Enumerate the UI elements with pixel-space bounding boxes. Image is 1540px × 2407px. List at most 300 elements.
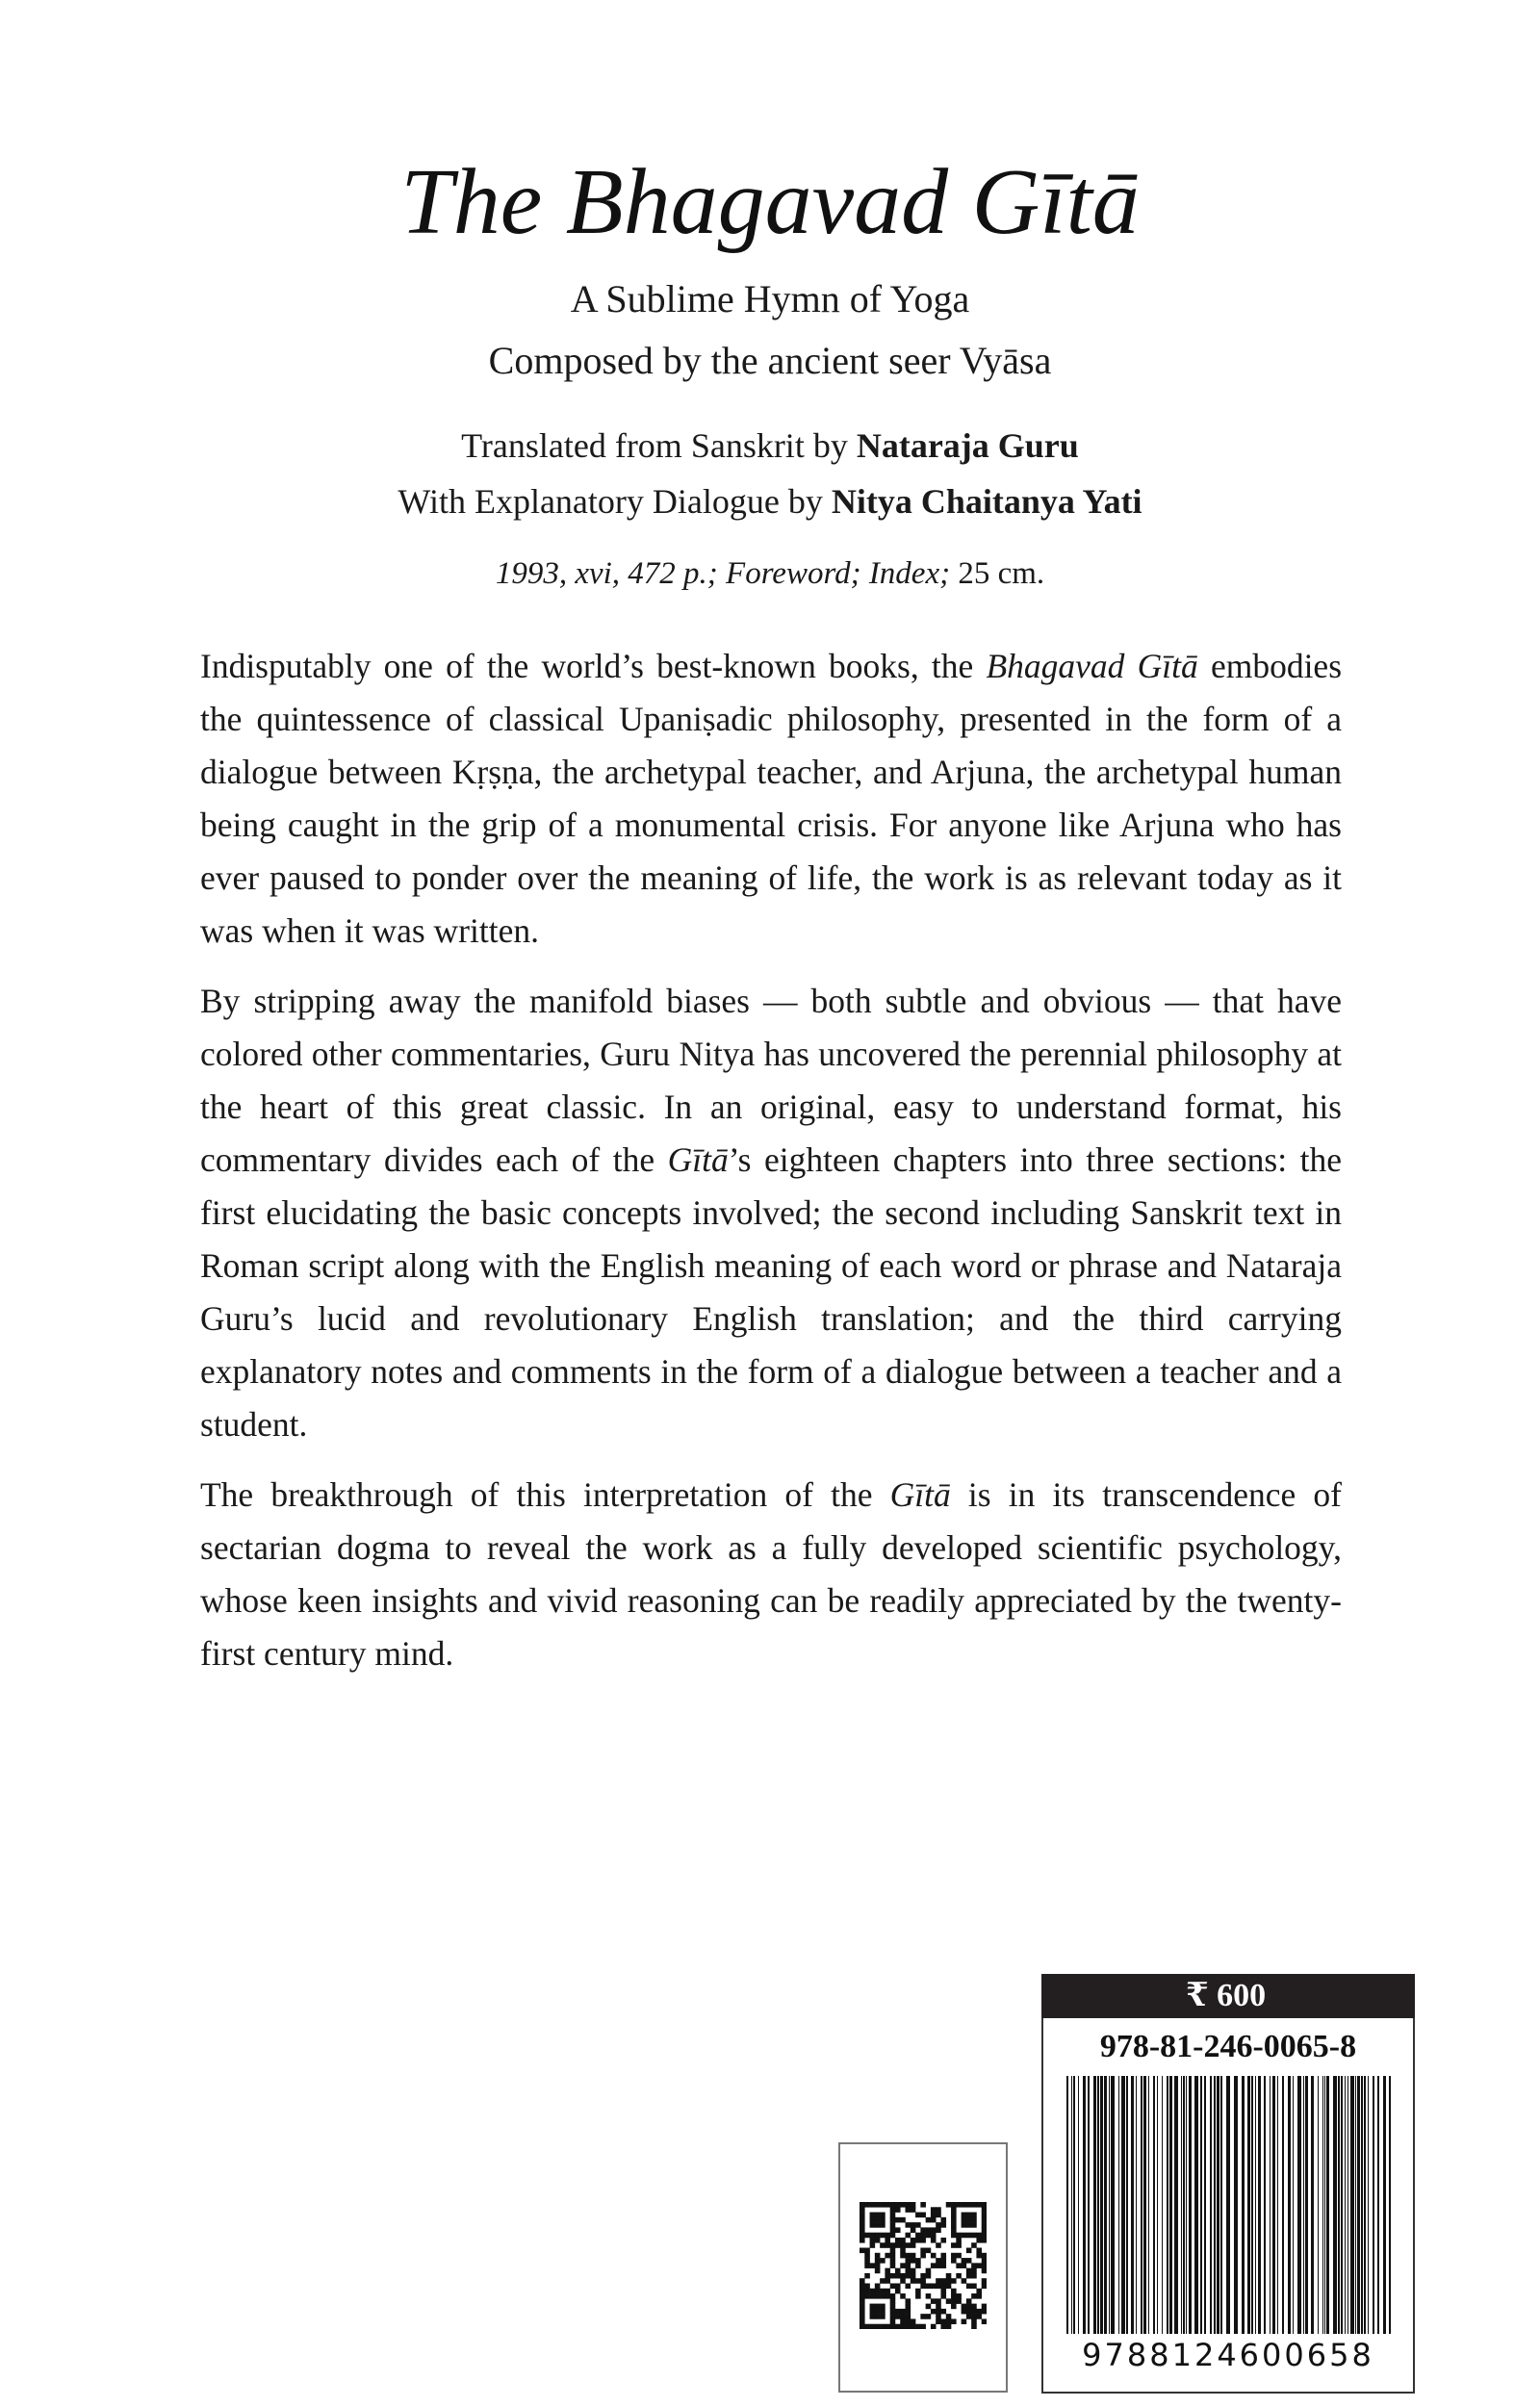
qr-module <box>951 2289 957 2294</box>
qr-module <box>946 2202 952 2208</box>
barcode-bar <box>1217 2076 1219 2334</box>
subtitle-line-2: Composed by the ancient seer Vyāsa <box>488 339 1052 382</box>
barcode-bar <box>1247 2076 1250 2334</box>
qr-module <box>885 2324 890 2329</box>
qr-module <box>885 2242 890 2248</box>
qr-module <box>895 2314 901 2319</box>
qr-module <box>951 2233 957 2239</box>
qr-module <box>936 2207 941 2213</box>
barcode-bar <box>1277 2076 1278 2334</box>
barcode-bar <box>1322 2076 1323 2334</box>
barcode-bar <box>1066 2076 1068 2334</box>
qr-module <box>976 2263 982 2268</box>
publication-size: 25 cm. <box>958 556 1045 591</box>
qr-module <box>982 2304 987 2310</box>
qr-module <box>966 2304 972 2310</box>
qr-module <box>926 2248 932 2254</box>
qr-module <box>936 2298 941 2304</box>
barcode-bar <box>1200 2076 1202 2334</box>
qr-module <box>911 2278 916 2284</box>
qr-module <box>966 2268 972 2274</box>
qr-module <box>864 2258 870 2264</box>
barcode-bar <box>1220 2076 1222 2334</box>
qr-module <box>956 2253 962 2259</box>
barcode-bar <box>1104 2076 1107 2334</box>
barcode-bar <box>1181 2076 1182 2334</box>
qr-module <box>880 2202 886 2208</box>
qr-module <box>900 2273 906 2279</box>
barcode-bar <box>1361 2076 1363 2334</box>
qr-module <box>875 2314 881 2319</box>
qr-module <box>895 2273 901 2279</box>
qr-module <box>940 2318 946 2324</box>
qr-module <box>890 2263 896 2268</box>
qr-module <box>926 2217 932 2223</box>
qr-module <box>951 2304 957 2310</box>
qr-module <box>860 2278 865 2284</box>
barcode-bar <box>1100 2076 1103 2334</box>
qr-module <box>895 2202 901 2208</box>
qr-module <box>920 2233 926 2239</box>
qr-module <box>982 2227 987 2233</box>
qr-module <box>890 2202 896 2208</box>
qr-module <box>976 2238 982 2243</box>
qr-module <box>890 2233 896 2239</box>
qr-module <box>890 2207 896 2213</box>
qr-module <box>870 2309 876 2315</box>
barcode-bar <box>1338 2076 1340 2334</box>
qr-module <box>931 2283 937 2289</box>
qr-module <box>880 2258 886 2264</box>
qr-module <box>976 2248 982 2254</box>
qr-module <box>971 2268 977 2274</box>
qr-module <box>915 2289 921 2294</box>
qr-module <box>971 2318 977 2324</box>
qr-module <box>885 2293 890 2299</box>
p3-italic: Gītā <box>889 1475 951 1514</box>
qr-module <box>875 2222 881 2228</box>
qr-module <box>936 2213 941 2218</box>
qr-module <box>956 2202 962 2208</box>
qr-module <box>900 2314 906 2319</box>
barcode-bar <box>1234 2076 1238 2334</box>
barcode-bar <box>1333 2076 1337 2334</box>
qr-module <box>875 2253 881 2259</box>
barcode-bar <box>1118 2076 1119 2334</box>
qr-module <box>880 2233 886 2239</box>
qr-module <box>982 2278 987 2284</box>
qr-module <box>926 2314 932 2319</box>
barcode-bar <box>1297 2076 1301 2334</box>
qr-module <box>962 2318 967 2324</box>
qr-module <box>870 2202 876 2208</box>
qr-module <box>982 2222 987 2228</box>
qr-module <box>915 2324 921 2329</box>
qr-module <box>982 2258 987 2264</box>
barcode-bar <box>1186 2076 1187 2334</box>
qr-module <box>982 2283 987 2289</box>
p2-text-b: ’s eighteen chapters into three sections: the first elucidating the basic concepts involved; the second including Sanskrit text in Roman script along with the English meaning of each word or phrase and Nataraja Guru’s lucid and revolutionary English translation; and the third carrying explanatory notes and comments in the form of a dialogue between a teacher and a student. <box>200 1140 1342 1444</box>
qr-module <box>860 2227 865 2233</box>
qr-module <box>915 2238 921 2243</box>
qr-module <box>860 2233 865 2239</box>
barcode-bar <box>1272 2076 1275 2334</box>
qr-module <box>982 2238 987 2243</box>
qr-module <box>931 2238 937 2243</box>
qr-module <box>890 2309 896 2315</box>
qr-module <box>911 2202 916 2208</box>
qr-module <box>976 2233 982 2239</box>
qr-module <box>946 2283 952 2289</box>
qr-module <box>915 2263 921 2268</box>
qr-module <box>962 2258 967 2264</box>
qr-module <box>864 2248 870 2254</box>
barcode-bar <box>1126 2076 1128 2334</box>
qr-module <box>906 2298 911 2304</box>
barcode-bar <box>1324 2076 1325 2334</box>
commentator-name: Nitya Chaitanya Yati <box>831 482 1142 521</box>
qr-module <box>971 2293 977 2299</box>
qr-module <box>926 2233 932 2239</box>
qr-module <box>880 2213 886 2218</box>
qr-module <box>880 2242 886 2248</box>
barcode-bar <box>1251 2076 1253 2334</box>
qr-module <box>936 2283 941 2289</box>
qr-module <box>900 2248 906 2254</box>
publication-details <box>0 551 1540 597</box>
qr-module <box>864 2283 870 2289</box>
qr-module <box>860 2304 865 2310</box>
qr-module <box>962 2278 967 2284</box>
qr-module <box>915 2278 921 2284</box>
qr-module <box>971 2263 977 2268</box>
qr-module <box>890 2293 896 2299</box>
barcode-bar <box>1288 2076 1291 2334</box>
qr-module <box>982 2263 987 2268</box>
qr-module <box>951 2222 957 2228</box>
qr-module <box>915 2222 921 2228</box>
qr-module <box>860 2289 865 2294</box>
qr-module <box>870 2293 876 2299</box>
p2-italic: Gītā <box>667 1140 729 1179</box>
barcode-bar <box>1097 2076 1099 2334</box>
barcode-bar <box>1318 2076 1319 2334</box>
qr-module <box>920 2278 926 2284</box>
qr-module <box>880 2304 886 2310</box>
qr-module <box>940 2217 946 2223</box>
qr-module <box>931 2253 937 2259</box>
qr-module <box>982 2309 987 2315</box>
qr-module <box>875 2202 881 2208</box>
barcode-bar <box>1264 2076 1266 2334</box>
qr-module <box>976 2314 982 2319</box>
barcode-bar <box>1131 2076 1134 2334</box>
qr-module <box>940 2222 946 2228</box>
qr-module <box>890 2217 896 2223</box>
qr-module <box>900 2253 906 2259</box>
qr-module <box>870 2324 876 2329</box>
barcode-bar <box>1148 2076 1149 2334</box>
barcode-bar <box>1093 2076 1096 2334</box>
qr-module <box>890 2222 896 2228</box>
qr-module <box>940 2258 946 2264</box>
qr-module <box>864 2253 870 2259</box>
barcode-bar <box>1341 2076 1343 2334</box>
barcode-bar <box>1169 2076 1172 2334</box>
qr-module <box>885 2289 890 2294</box>
qr-module <box>951 2242 957 2248</box>
qr-module <box>900 2263 906 2268</box>
qr-module <box>971 2213 977 2218</box>
qr-module <box>971 2309 977 2315</box>
qr-module <box>940 2293 946 2299</box>
qr-module <box>946 2318 952 2324</box>
qr-module <box>900 2217 906 2223</box>
qr-module <box>875 2213 881 2218</box>
qr-module <box>936 2222 941 2228</box>
qr-module <box>920 2213 926 2218</box>
qr-module <box>890 2304 896 2310</box>
qr-module <box>911 2207 916 2213</box>
qr-module <box>926 2273 932 2279</box>
qr-module <box>860 2217 865 2223</box>
qr-module <box>895 2324 901 2329</box>
qr-module <box>890 2283 896 2289</box>
qr-module <box>931 2207 937 2213</box>
barcode-bar <box>1088 2076 1090 2334</box>
qr-module <box>971 2217 977 2223</box>
qr-module <box>911 2227 916 2233</box>
p1-text-a: Indisputably one of the world’s best-known books, the <box>200 647 987 685</box>
qr-module <box>966 2273 972 2279</box>
description-paragraph-3 <box>200 1469 1342 1680</box>
qr-module <box>880 2293 886 2299</box>
qr-module <box>860 2318 865 2324</box>
barcode-bar <box>1204 2076 1206 2334</box>
barcode-bar <box>1326 2076 1329 2334</box>
qr-module <box>885 2238 890 2243</box>
qr-module <box>962 2309 967 2315</box>
qr-module <box>982 2233 987 2239</box>
book-description <box>200 640 1342 1698</box>
qr-module <box>931 2263 937 2268</box>
qr-module <box>900 2324 906 2329</box>
qr-module <box>875 2324 881 2329</box>
qr-module <box>911 2238 916 2243</box>
qr-module <box>940 2324 946 2329</box>
qr-module <box>895 2309 901 2315</box>
qr-module <box>931 2324 937 2329</box>
qr-module <box>885 2202 890 2208</box>
qr-module <box>936 2278 941 2284</box>
qr-module <box>982 2253 987 2259</box>
qr-module <box>870 2217 876 2223</box>
qr-module <box>920 2324 926 2329</box>
qr-module <box>890 2253 896 2259</box>
qr-module <box>976 2202 982 2208</box>
qr-module <box>900 2238 906 2243</box>
qr-module <box>870 2263 876 2268</box>
qr-module <box>906 2222 911 2228</box>
qr-module <box>971 2222 977 2228</box>
qr-module <box>875 2304 881 2310</box>
qr-module <box>906 2202 911 2208</box>
qr-module <box>906 2253 911 2259</box>
description-paragraph-1 <box>200 640 1342 958</box>
qr-module <box>982 2202 987 2208</box>
qr-module <box>895 2238 901 2243</box>
qr-module <box>971 2202 977 2208</box>
translator-prefix: Translated from Sanskrit by <box>461 426 857 465</box>
qr-module <box>890 2324 896 2329</box>
qr-module <box>890 2242 896 2248</box>
qr-module <box>971 2324 977 2329</box>
qr-module <box>971 2314 977 2319</box>
qr-module <box>875 2293 881 2299</box>
qr-module <box>936 2304 941 2310</box>
qr-module <box>895 2242 901 2248</box>
qr-module <box>906 2283 911 2289</box>
qr-module <box>936 2318 941 2324</box>
qr-module <box>976 2253 982 2259</box>
qr-module <box>864 2263 870 2268</box>
qr-module <box>860 2293 865 2299</box>
qr-module <box>976 2309 982 2315</box>
qr-module <box>940 2263 946 2268</box>
barcode-box <box>1041 2018 1415 2394</box>
qr-module <box>870 2213 876 2218</box>
qr-code-box <box>838 2142 1008 2393</box>
qr-module <box>926 2293 932 2299</box>
qr-module <box>936 2309 941 2315</box>
p2-text-a: By stripping away the manifold biases — both subtle and obvious — that have colored other commentaries, Guru Nitya has uncovered the perennial philosophy at the heart of this great classic. In an original, easy to understand format, his commentary divides each of the <box>200 982 1342 1179</box>
qr-module <box>870 2242 876 2248</box>
barcode-bar <box>1364 2076 1366 2334</box>
barcode-bar <box>1389 2076 1391 2334</box>
qr-module <box>951 2207 957 2213</box>
qr-module <box>890 2314 896 2319</box>
barcode-bar <box>1194 2076 1198 2334</box>
barcode-bar <box>1143 2076 1146 2334</box>
barcode-bar <box>1073 2076 1075 2334</box>
qr-module <box>885 2253 890 2259</box>
qr-module <box>911 2268 916 2274</box>
commentator-credit <box>0 476 1540 526</box>
qr-module <box>906 2258 911 2264</box>
qr-module <box>890 2318 896 2324</box>
barcode-bar <box>1355 2076 1356 2334</box>
qr-module <box>885 2233 890 2239</box>
barcode-bar <box>1189 2076 1192 2334</box>
qr-module <box>885 2273 890 2279</box>
qr-module <box>911 2242 916 2248</box>
qr-module <box>982 2217 987 2223</box>
qr-module <box>951 2202 957 2208</box>
qr-module <box>860 2238 865 2243</box>
qr-module <box>906 2268 911 2274</box>
qr-module <box>906 2318 911 2324</box>
qr-module <box>885 2278 890 2284</box>
qr-module <box>880 2289 886 2294</box>
qr-module <box>875 2238 881 2243</box>
qr-module <box>864 2324 870 2329</box>
qr-module <box>885 2268 890 2274</box>
qr-module <box>966 2258 972 2264</box>
barcode-bar <box>1242 2076 1245 2334</box>
qr-module <box>880 2278 886 2284</box>
qr-module <box>915 2258 921 2264</box>
qr-module <box>860 2202 865 2208</box>
barcode-bar <box>1350 2076 1354 2334</box>
barcode-bar <box>1083 2076 1086 2334</box>
barcode-icon <box>1063 2076 1394 2334</box>
qr-module <box>940 2283 946 2289</box>
qr-module <box>976 2293 982 2299</box>
barcode-bar <box>1303 2076 1304 2334</box>
qr-module <box>971 2242 977 2248</box>
barcode-bar <box>1311 2076 1314 2334</box>
qr-module <box>951 2253 957 2259</box>
qr-module <box>920 2238 926 2243</box>
qr-module <box>956 2298 962 2304</box>
barcode-bar <box>1174 2076 1178 2334</box>
barcode-bar <box>1282 2076 1284 2334</box>
qr-module <box>906 2324 911 2329</box>
qr-module <box>982 2207 987 2213</box>
price-label: ₹ 600 <box>1041 1974 1415 2018</box>
qr-module <box>962 2213 967 2218</box>
qr-module <box>860 2324 865 2329</box>
qr-module <box>860 2283 865 2289</box>
qr-module <box>906 2273 911 2279</box>
commentator-prefix: With Explanatory Dialogue by <box>398 482 832 521</box>
qr-module <box>962 2233 967 2239</box>
qr-module <box>962 2304 967 2310</box>
qr-module <box>860 2248 865 2254</box>
qr-module <box>940 2289 946 2294</box>
qr-module <box>926 2283 932 2289</box>
barcode-bar <box>1383 2076 1386 2334</box>
p3-text-b: is in its transcendence of sectarian dogma to reveal the work as a fully developed scientific psychology, whose keen insights and vivid reasoning can be readily appreciated by the twenty-first century mind. <box>200 1475 1342 1673</box>
qr-module <box>880 2324 886 2329</box>
qr-module <box>895 2217 901 2223</box>
qr-module <box>900 2318 906 2324</box>
qr-module <box>962 2202 967 2208</box>
barcode-digits: 9788124600658 <box>1082 2337 1374 2373</box>
qr-module <box>906 2304 911 2310</box>
qr-module <box>931 2309 937 2315</box>
qr-module <box>966 2314 972 2319</box>
qr-module <box>915 2213 921 2218</box>
qr-module <box>911 2273 916 2279</box>
qr-module <box>920 2253 926 2259</box>
qr-module <box>956 2233 962 2239</box>
qr-module <box>895 2207 901 2213</box>
qr-module <box>860 2309 865 2315</box>
qr-module <box>911 2222 916 2228</box>
qr-module <box>864 2293 870 2299</box>
qr-module <box>920 2283 926 2289</box>
qr-module <box>971 2273 977 2279</box>
qr-module <box>911 2258 916 2264</box>
qr-module <box>875 2263 881 2268</box>
isbn-number: 978-81-246-0065-8 <box>1099 2029 1357 2064</box>
book-title: The Bhagavad Gītā <box>400 150 1140 254</box>
barcode-bar <box>1153 2076 1155 2334</box>
qr-module <box>926 2268 932 2274</box>
qr-module <box>946 2278 952 2284</box>
qr-module <box>920 2273 926 2279</box>
